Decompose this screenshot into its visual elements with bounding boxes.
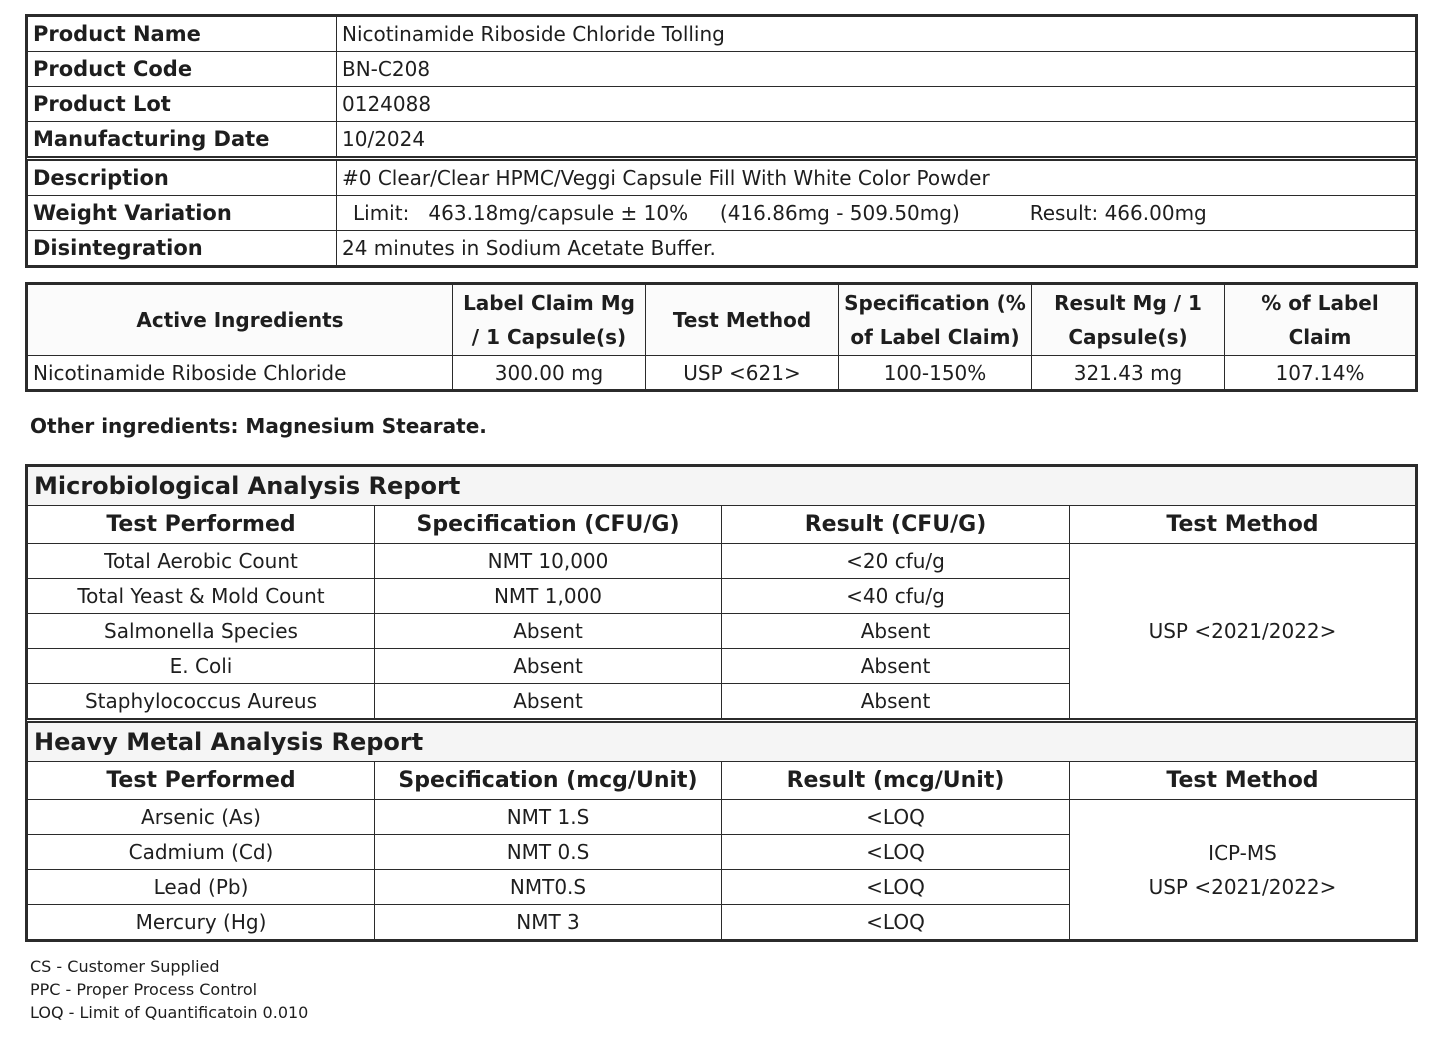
- column-header: Specification (CFU/G): [375, 506, 722, 544]
- percent-label-claim: 107.14%: [1225, 356, 1416, 390]
- ingredient-name: Nicotinamide Riboside Chloride: [28, 356, 453, 390]
- result: <LOQ: [722, 905, 1070, 940]
- product-name-value: Nicotinamide Riboside Chloride Tolling: [337, 17, 1416, 52]
- footnote: LOQ - Limit of Quantificatoin 0.010: [30, 1003, 309, 1022]
- product-name-label: Product Name: [28, 17, 337, 52]
- column-header: Test Performed: [28, 762, 375, 800]
- table-row: [28, 159, 1416, 196]
- footnote: PPC - Proper Process Control: [30, 980, 258, 999]
- other-ingredients: Other ingredients: Magnesium Stearate.: [30, 414, 487, 438]
- column-header: Test Method: [1070, 506, 1416, 544]
- product-lot-label: Product Lot: [28, 87, 337, 122]
- result: <LOQ: [722, 835, 1070, 870]
- heavy-section-title: Heavy Metal Analysis Report: [28, 721, 1416, 762]
- result: <20 cfu/g: [722, 544, 1070, 579]
- product-info-table: [25, 14, 1418, 268]
- description-value: #0 Clear/Clear HPMC/Veggi Capsule Fill With White Color Powder: [337, 159, 1416, 196]
- manufacturing-date-label: Manufacturing Date: [28, 122, 337, 159]
- specification: NMT 1.S: [375, 800, 722, 835]
- label-claim: 300.00 mg: [453, 356, 646, 390]
- test-name: Mercury (Hg): [28, 905, 375, 940]
- column-header: Result (mcg/Unit): [722, 762, 1070, 800]
- column-header: Result (CFU/G): [722, 506, 1070, 544]
- column-header: Test Method: [1070, 762, 1416, 800]
- heavy-test-method: [1070, 800, 1416, 940]
- disintegration-value: 24 minutes in Sodium Acetate Buffer.: [337, 231, 1416, 266]
- result: <40 cfu/g: [722, 579, 1070, 614]
- table-header-row: [28, 762, 1416, 800]
- column-header: Active Ingredients: [28, 285, 453, 356]
- test-name: Cadmium (Cd): [28, 835, 375, 870]
- footnote: CS - Customer Supplied: [30, 957, 220, 976]
- table-row: [28, 17, 1416, 52]
- method-line: USP <2021/2022>: [1148, 874, 1337, 899]
- table-row: [28, 87, 1416, 122]
- table-row: [28, 231, 1416, 266]
- table-row: [28, 800, 1416, 835]
- column-header: Specification (% of Label Claim): [839, 285, 1032, 356]
- column-header: Test Method: [646, 285, 839, 356]
- manufacturing-date-value: 10/2024: [337, 122, 1416, 159]
- specification: NMT 1,000: [375, 579, 722, 614]
- product-lot-value: 0124088: [337, 87, 1416, 122]
- test-name: Staphylococcus Aureus: [28, 684, 375, 721]
- specification: NMT 0.S: [375, 835, 722, 870]
- product-code-value: BN-C208: [337, 52, 1416, 87]
- description-label: Description: [28, 159, 337, 196]
- analysis-report-table: [25, 464, 1418, 942]
- micro-test-method: USP <2021/2022>: [1070, 544, 1416, 721]
- table-row: [28, 196, 1416, 231]
- specification: Absent: [375, 684, 722, 721]
- micro-section-title: Microbiological Analysis Report: [28, 467, 1416, 506]
- table-header-row: [28, 285, 1416, 356]
- result: <LOQ: [722, 800, 1070, 835]
- disintegration-label: Disintegration: [28, 231, 337, 266]
- product-code-label: Product Code: [28, 52, 337, 87]
- weight-variation-label: Weight Variation: [28, 196, 337, 231]
- section-title-row: [28, 467, 1416, 506]
- weight-variation-value: Limit: 463.18mg/capsule ± 10% (416.86mg - 509.50mg) Result: 466.00mg: [337, 196, 1416, 231]
- result: 321.43 mg: [1032, 356, 1225, 390]
- method-line: ICP-MS: [1208, 840, 1277, 865]
- specification: Absent: [375, 649, 722, 684]
- section-title-row: [28, 721, 1416, 762]
- table-row: [28, 544, 1416, 579]
- test-name: Arsenic (As): [28, 800, 375, 835]
- active-ingredients-table: [25, 282, 1418, 392]
- test-name: Salmonella Species: [28, 614, 375, 649]
- column-header: Specification (mcg/Unit): [375, 762, 722, 800]
- result: Absent: [722, 614, 1070, 649]
- column-header: Label Claim Mg / 1 Capsule(s): [453, 285, 646, 356]
- column-header: % of Label Claim: [1225, 285, 1416, 356]
- test-name: Total Aerobic Count: [28, 544, 375, 579]
- footnotes: [30, 955, 308, 1024]
- specification: NMT 10,000: [375, 544, 722, 579]
- specification: Absent: [375, 614, 722, 649]
- specification: NMT0.S: [375, 870, 722, 905]
- column-header: Result Mg / 1 Capsule(s): [1032, 285, 1225, 356]
- test-name: E. Coli: [28, 649, 375, 684]
- test-name: Lead (Pb): [28, 870, 375, 905]
- test-name: Total Yeast & Mold Count: [28, 579, 375, 614]
- table-row: [28, 356, 1416, 390]
- column-header: Test Performed: [28, 506, 375, 544]
- table-row: [28, 122, 1416, 159]
- result: Absent: [722, 649, 1070, 684]
- test-method: USP <621>: [646, 356, 839, 390]
- table-header-row: [28, 506, 1416, 544]
- specification: 100-150%: [839, 356, 1032, 390]
- table-row: [28, 52, 1416, 87]
- result: <LOQ: [722, 870, 1070, 905]
- result: Absent: [722, 684, 1070, 721]
- specification: NMT 3: [375, 905, 722, 940]
